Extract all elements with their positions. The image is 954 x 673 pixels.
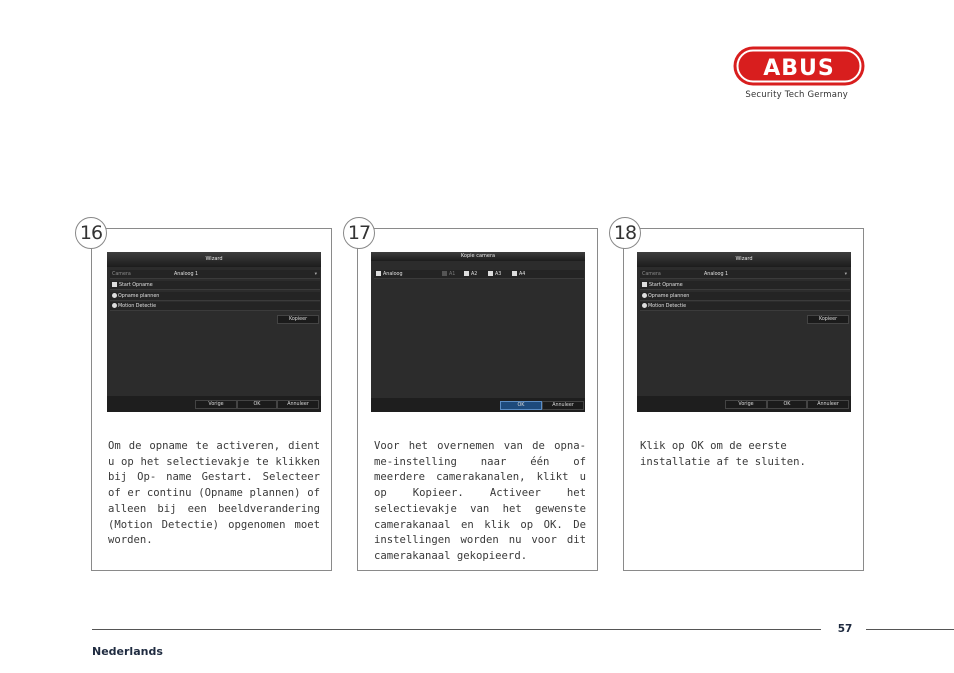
prev-button[interactable]: Vorige xyxy=(195,400,237,409)
radio-icon xyxy=(112,303,117,308)
copy-channel-row xyxy=(374,270,584,279)
cancel-button[interactable]: Annuleer xyxy=(277,400,319,409)
dropdown-arrow-icon: ▾ xyxy=(314,272,317,277)
checkbox-checked-icon xyxy=(642,282,647,287)
copy-camera-screen xyxy=(371,252,585,412)
step-number: 18 xyxy=(609,217,641,249)
schedule-radio[interactable]: Opname plannen xyxy=(640,292,850,301)
motion-radio[interactable]: Motion Detectie xyxy=(640,302,850,311)
radio-selected-icon xyxy=(642,293,647,298)
step-panel-18 xyxy=(613,222,864,571)
wizard-screen xyxy=(107,252,321,412)
wizard-footer xyxy=(107,396,321,412)
camera-row[interactable]: Camera Analoog 1 ▾ xyxy=(110,270,320,279)
cancel-button[interactable]: Annuleer xyxy=(807,400,849,409)
dropdown-arrow-icon: ▾ xyxy=(844,272,847,277)
footer-rule-right xyxy=(866,629,954,630)
step-description: Klik op OK om de eerste installatie af te sluiten. xyxy=(640,440,806,468)
checkbox-checked-icon xyxy=(112,282,117,287)
ok-button[interactable]: OK xyxy=(767,400,807,409)
radio-icon xyxy=(642,303,647,308)
language-label: Nederlands xyxy=(92,645,163,658)
step-panel-17 xyxy=(347,222,598,571)
step-description: Voor het overnemen van de opna- me-instelling naar één of meerdere camerakanalen, klikt u op Kopieer. Activeer het selectievakje van het gewenste camerakanaal en klik op OK. De instellingen worden nu voor dit camerakanaal gekopieerd. xyxy=(374,440,586,562)
camera-row[interactable]: Camera Analoog 1 ▾ xyxy=(640,270,850,279)
copy-footer xyxy=(371,398,585,412)
copy-camera-title: Kopie camera xyxy=(371,252,585,261)
checkbox-disabled-icon xyxy=(442,271,447,276)
checkbox-icon xyxy=(376,271,381,276)
abus-logo xyxy=(732,45,866,87)
step-description: Om de opname te activeren, dient u op het selectievakje te klikken bij Op- name Gestart. Selecteer of er continu (Opname plannen) of alleen bij een beeldverandering (Motion Detectie) opgenomen moet worden. xyxy=(108,440,320,547)
svg-text:ABUS: ABUS xyxy=(763,56,835,81)
wizard-title: Wizard xyxy=(637,252,851,267)
channel-a1-checkbox: A1 xyxy=(442,270,455,279)
ok-button[interactable]: OK xyxy=(500,401,542,410)
channel-a3-checkbox[interactable]: A3 xyxy=(488,270,501,279)
start-recording-checkbox[interactable]: Start Opname xyxy=(640,281,850,290)
source-checkbox[interactable]: Analoog xyxy=(376,270,403,279)
wizard-footer xyxy=(637,396,851,412)
radio-selected-icon xyxy=(112,293,117,298)
channel-a2-checkbox[interactable]: A2 xyxy=(464,270,477,279)
wizard-screen xyxy=(637,252,851,412)
wizard-title: Wizard xyxy=(107,252,321,267)
start-recording-checkbox[interactable]: Start Opname xyxy=(110,281,320,290)
motion-radio[interactable]: Motion Detectie xyxy=(110,302,320,311)
step-number: 16 xyxy=(75,217,107,249)
ok-button[interactable]: OK xyxy=(237,400,277,409)
step-number: 17 xyxy=(343,217,375,249)
footer-rule-left xyxy=(92,629,821,630)
checkbox-icon xyxy=(464,271,469,276)
copy-button[interactable]: Kopieer xyxy=(277,315,319,324)
cancel-button[interactable]: Annuleer xyxy=(542,401,584,410)
schedule-radio[interactable]: Opname plannen xyxy=(110,292,320,301)
prev-button[interactable]: Vorige xyxy=(725,400,767,409)
checkbox-icon xyxy=(488,271,493,276)
copy-button[interactable]: Kopieer xyxy=(807,315,849,324)
page-number: 57 xyxy=(837,623,853,635)
channel-a4-checkbox[interactable]: A4 xyxy=(512,270,525,279)
checkbox-icon xyxy=(512,271,517,276)
step-panel-16 xyxy=(79,222,332,571)
brand-tagline: Security Tech Germany xyxy=(745,90,848,100)
